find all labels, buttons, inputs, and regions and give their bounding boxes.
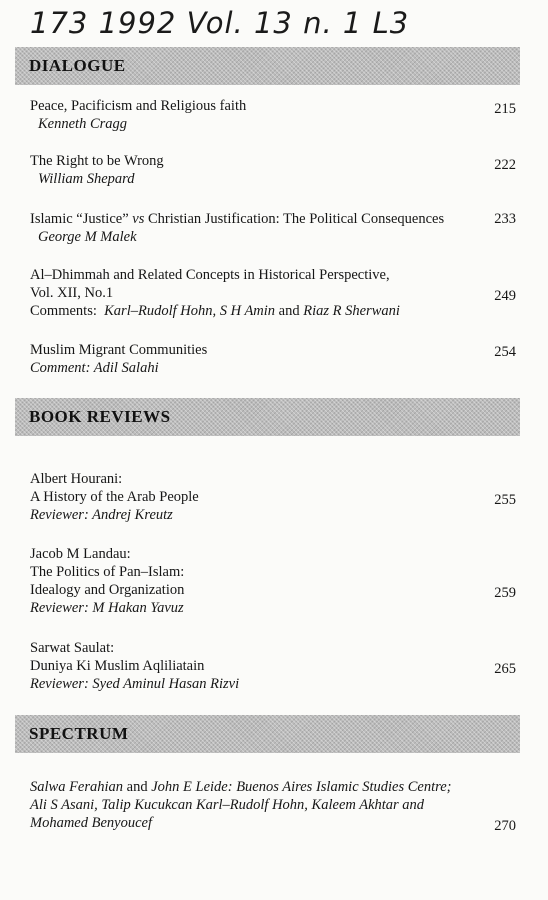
entry-title: Peace, Pacificism and Religious faith [30,98,247,114]
page-number: 270 [494,818,516,834]
vs-word: vs [132,211,145,227]
entry-title-line1: Al–Dhimmah and Related Concepts in Historical Perspective, [30,267,390,283]
entry-title: Islamic “Justice” vs Christian Justification: The Political Consequences [30,211,445,227]
review-entry-saulat [30,639,516,693]
review-entry-landau [30,545,516,617]
entry-comment: Comment: Adil Salahi [30,360,159,376]
reviewer: Reviewer: M Hakan Yavuz [30,600,184,616]
spectrum-line3: Mohamed Benyoucef [30,815,152,831]
toc-entry-islamic-justice [30,210,516,246]
toc-entry-al-dhimmah [30,266,516,320]
spectrum-line2: Ali S Asani, Talip Kucukcan Karl–Rudolf Hohn, Kaleem Akhtar and [30,797,425,813]
page-number: 254 [494,344,516,360]
review-book-title-line2: Idealogy and Organization [30,582,185,598]
entry-author: William Shepard [38,171,135,187]
reviewer: Reviewer: Andrej Kreutz [30,507,173,523]
review-book-title: Duniya Ki Muslim Aqliliatain [30,658,205,674]
entry-author: George M Malek [38,229,137,245]
page-number: 249 [494,288,516,304]
page-number: 259 [494,585,516,601]
spectrum-entry [30,778,516,832]
section-heading-spectrum: SPECTRUM [29,724,129,743]
toc-entry-peace-pacificism [30,97,516,133]
section-banner-dialogue [15,47,520,85]
page-number: 265 [494,661,516,677]
review-book-author: Sarwat Saulat: [30,640,115,656]
entry-title-line2: Vol. XII, No.1 [30,285,114,301]
page-number: 233 [494,211,516,227]
entry-author: Kenneth Cragg [38,116,128,132]
review-book-title: A History of the Arab People [30,489,199,505]
toc-entry-muslim-migrant [30,341,516,377]
review-book-author: Jacob M Landau: [30,546,131,562]
page-number: 255 [494,492,516,508]
section-heading-book-reviews: BOOK REVIEWS [29,407,171,426]
section-banner-book-reviews [15,398,520,436]
toc-entry-right-to-be-wrong [30,152,516,188]
spectrum-line1: Salwa Ferahian and John E Leide: Buenos Aires Islamic Studies Centre; [30,779,452,795]
section-banner-spectrum [15,715,520,753]
review-book-title-line1: The Politics of Pan–Islam: [30,564,185,580]
page-number: 215 [494,101,516,117]
section-heading-dialogue: DIALOGUE [29,56,126,75]
reviewer: Reviewer: Syed Aminul Hasan Rizvi [30,676,240,692]
entry-title: Muslim Migrant Communities [30,342,208,358]
review-entry-hourani [30,470,516,524]
review-book-author: Albert Hourani: [30,471,123,487]
entry-title: The Right to be Wrong [30,153,164,169]
handwritten-note: 173 1992 Vol. 13 n. 1 L3 [30,6,410,40]
page-number: 222 [494,157,516,173]
entry-comments: Comments: Karl–Rudolf Hohn, S H Amin and Riaz R Sherwani [30,303,400,319]
